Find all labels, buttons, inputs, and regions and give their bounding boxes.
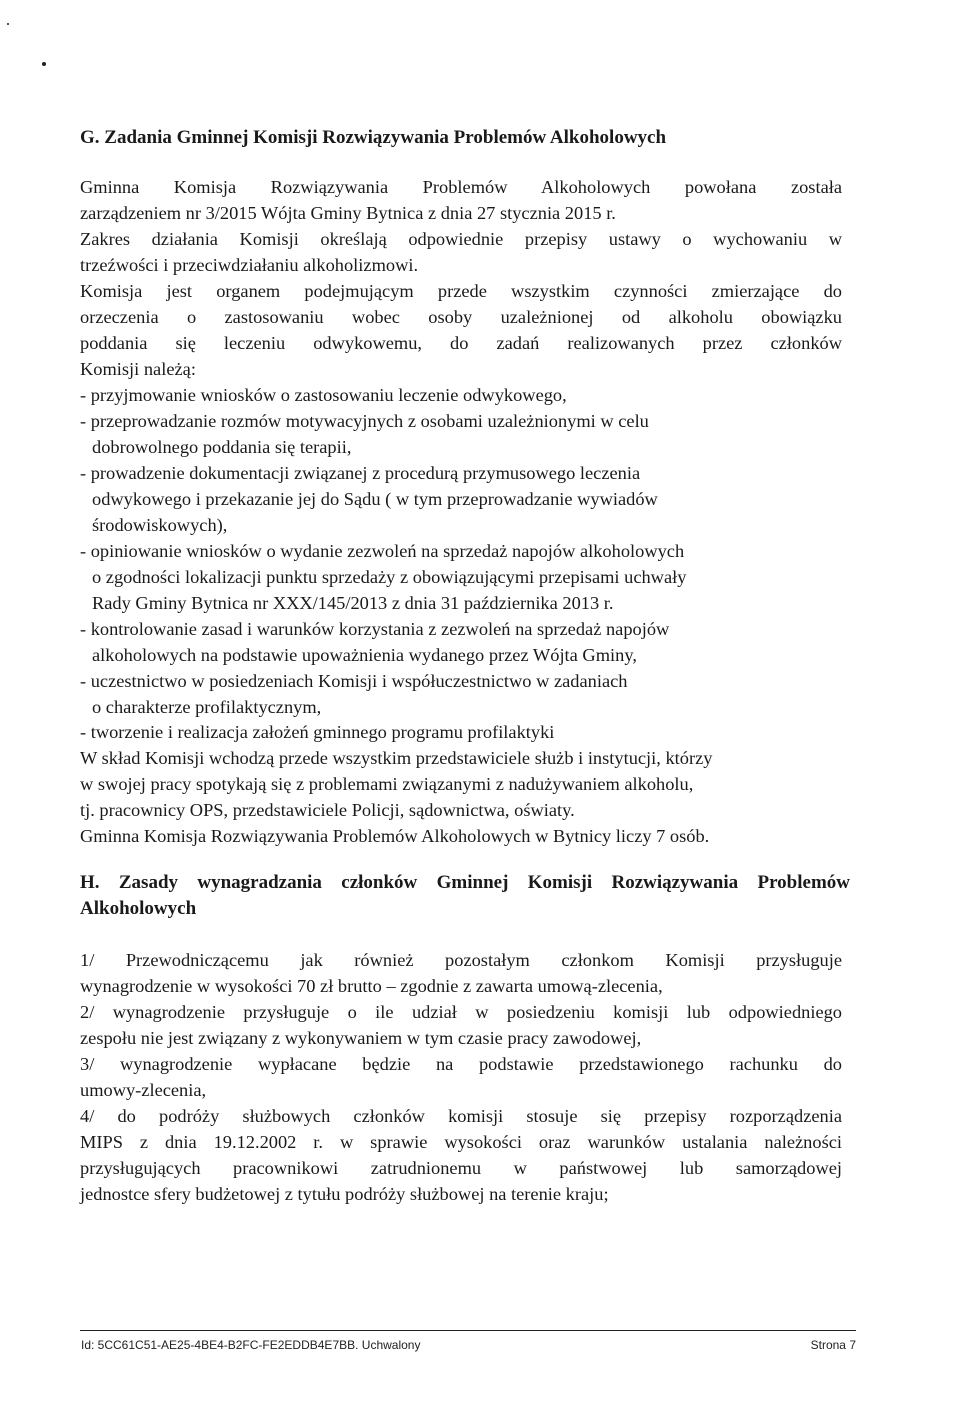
page-number: Strona 7 [810,1338,856,1352]
paragraph-line: 2/ wynagrodzenie przysługuje o ile udział w posiedzeniu komisji lub odpowiedniego [80,1002,842,1022]
paragraph-line: 3/ wynagrodzenie wypłacane będzie na podstawie przedstawionego rachunku do [80,1054,842,1074]
paragraph-line: zarządzeniem nr 3/2015 Wójta Gminy Bytnica z dnia 27 stycznia 2015 r. [80,203,616,223]
paragraph-line: trzeźwości i przeciwdziałaniu alkoholizmowi. [80,255,419,275]
paragraph-line: tj. pracownicy OPS, przedstawiciele Policji, sądownictwa, oświaty. [80,800,575,820]
paragraph-line: orzeczenia o zastosowaniu wobec osoby uzależnionej od alkoholu obowiązku [80,307,842,327]
list-item-continuation: odwykowego i przekazanie jej do Sądu ( w tym przeprowadzanie wywiadów [92,489,658,509]
paragraph-line: zespołu nie jest związany z wykonywaniem w tym czasie pracy zawodowej, [80,1028,642,1048]
bullet-mark [42,62,46,66]
paragraph-line: poddania się leczeniu odwykowemu, do zadań realizowanych przez członków [80,333,842,353]
list-item: - przeprowadzanie rozmów motywacyjnych z osobami uzależnionymi w celu [80,411,649,431]
paragraph-line: 1/ Przewodniczącemu jak również pozostałym członkom Komisji przysługuje [80,950,842,970]
scan-speck [7,23,9,25]
list-item: - tworzenie i realizacja założeń gminnego programu profilaktyki [80,722,555,742]
list-item-continuation: o zgodności lokalizacji punktu sprzedaży z obowiązującymi przepisami uchwały [92,567,687,587]
paragraph-line: Komisji należą: [80,359,196,379]
paragraph-line: 4/ do podróży służbowych członków komisji stosuje się przepisy rozporządzenia [80,1106,842,1126]
paragraph-line: Zakres działania Komisji określają odpowiednie przepisy ustawy o wychowaniu w [80,229,842,249]
section-h-heading: H. Zasady wynagradzania członków Gminnej Komisji Rozwiązywania Problemów Alkoholowych [80,872,850,919]
document-id: Id: 5CC61C51-AE25-4BE4-B2FC-FE2EDDB4E7BB. Uchwalony [81,1338,421,1352]
paragraph-line: Komisja jest organem podejmującym przede wszystkim czynności zmierzające do [80,281,842,301]
paragraph-line: przysługujących pracownikowi zatrudnionemu w państwowej lub samorządowej [80,1158,842,1178]
paragraph-line: W skład Komisji wchodzą przede wszystkim przedstawiciele służb i instytucji, którzy [80,748,713,768]
footer-divider [80,1330,856,1331]
list-item: - prowadzenie dokumentacji związanej z procedurą przymusowego leczenia [80,463,641,483]
list-item: - uczestnictwo w posiedzeniach Komisji i współuczestnictwo w zadaniach [80,671,628,691]
paragraph-line: w swojej pracy spotykają się z problemami związanymi z nadużywaniem alkoholu, [80,774,694,794]
paragraph-line: jednostce sfery budżetowej z tytułu podróży służbowej na terenie kraju; [80,1184,609,1204]
paragraph-line: umowy-zlecenia, [80,1080,207,1100]
list-item-continuation: Rady Gminy Bytnica nr XXX/145/2013 z dnia 31 października 2013 r. [92,593,614,613]
section-g-heading: G. Zadania Gminnej Komisji Rozwiązywania Problemów Alkoholowych [80,127,667,148]
list-item: - przyjmowanie wniosków o zastosowaniu leczenie odwykowego, [80,385,567,405]
paragraph-line: Gminna Komisja Rozwiązywania Problemów Alkoholowych powołana została [80,177,842,197]
list-item: - opiniowanie wniosków o wydanie zezwoleń na sprzedaż napojów alkoholowych [80,541,685,561]
paragraph-line: MIPS z dnia 19.12.2002 r. w sprawie wysokości oraz warunków ustalania należności [80,1132,842,1152]
list-item: - kontrolowanie zasad i warunków korzystania z zezwoleń na sprzedaż napojów [80,619,670,639]
paragraph-line: wynagrodzenie w wysokości 70 zł brutto – zgodnie z zawarta umową-zlecenia, [80,976,663,996]
list-item-continuation: alkoholowych na podstawie upoważnienia wydanego przez Wójta Gminy, [92,645,637,665]
list-item-continuation: środowiskowych), [92,515,228,535]
list-item-continuation: dobrowolnego poddania się terapii, [92,437,352,457]
list-item-continuation: o charakterze profilaktycznym, [92,697,322,717]
paragraph-line: Gminna Komisja Rozwiązywania Problemów Alkoholowych w Bytnicy liczy 7 osób. [80,826,710,846]
